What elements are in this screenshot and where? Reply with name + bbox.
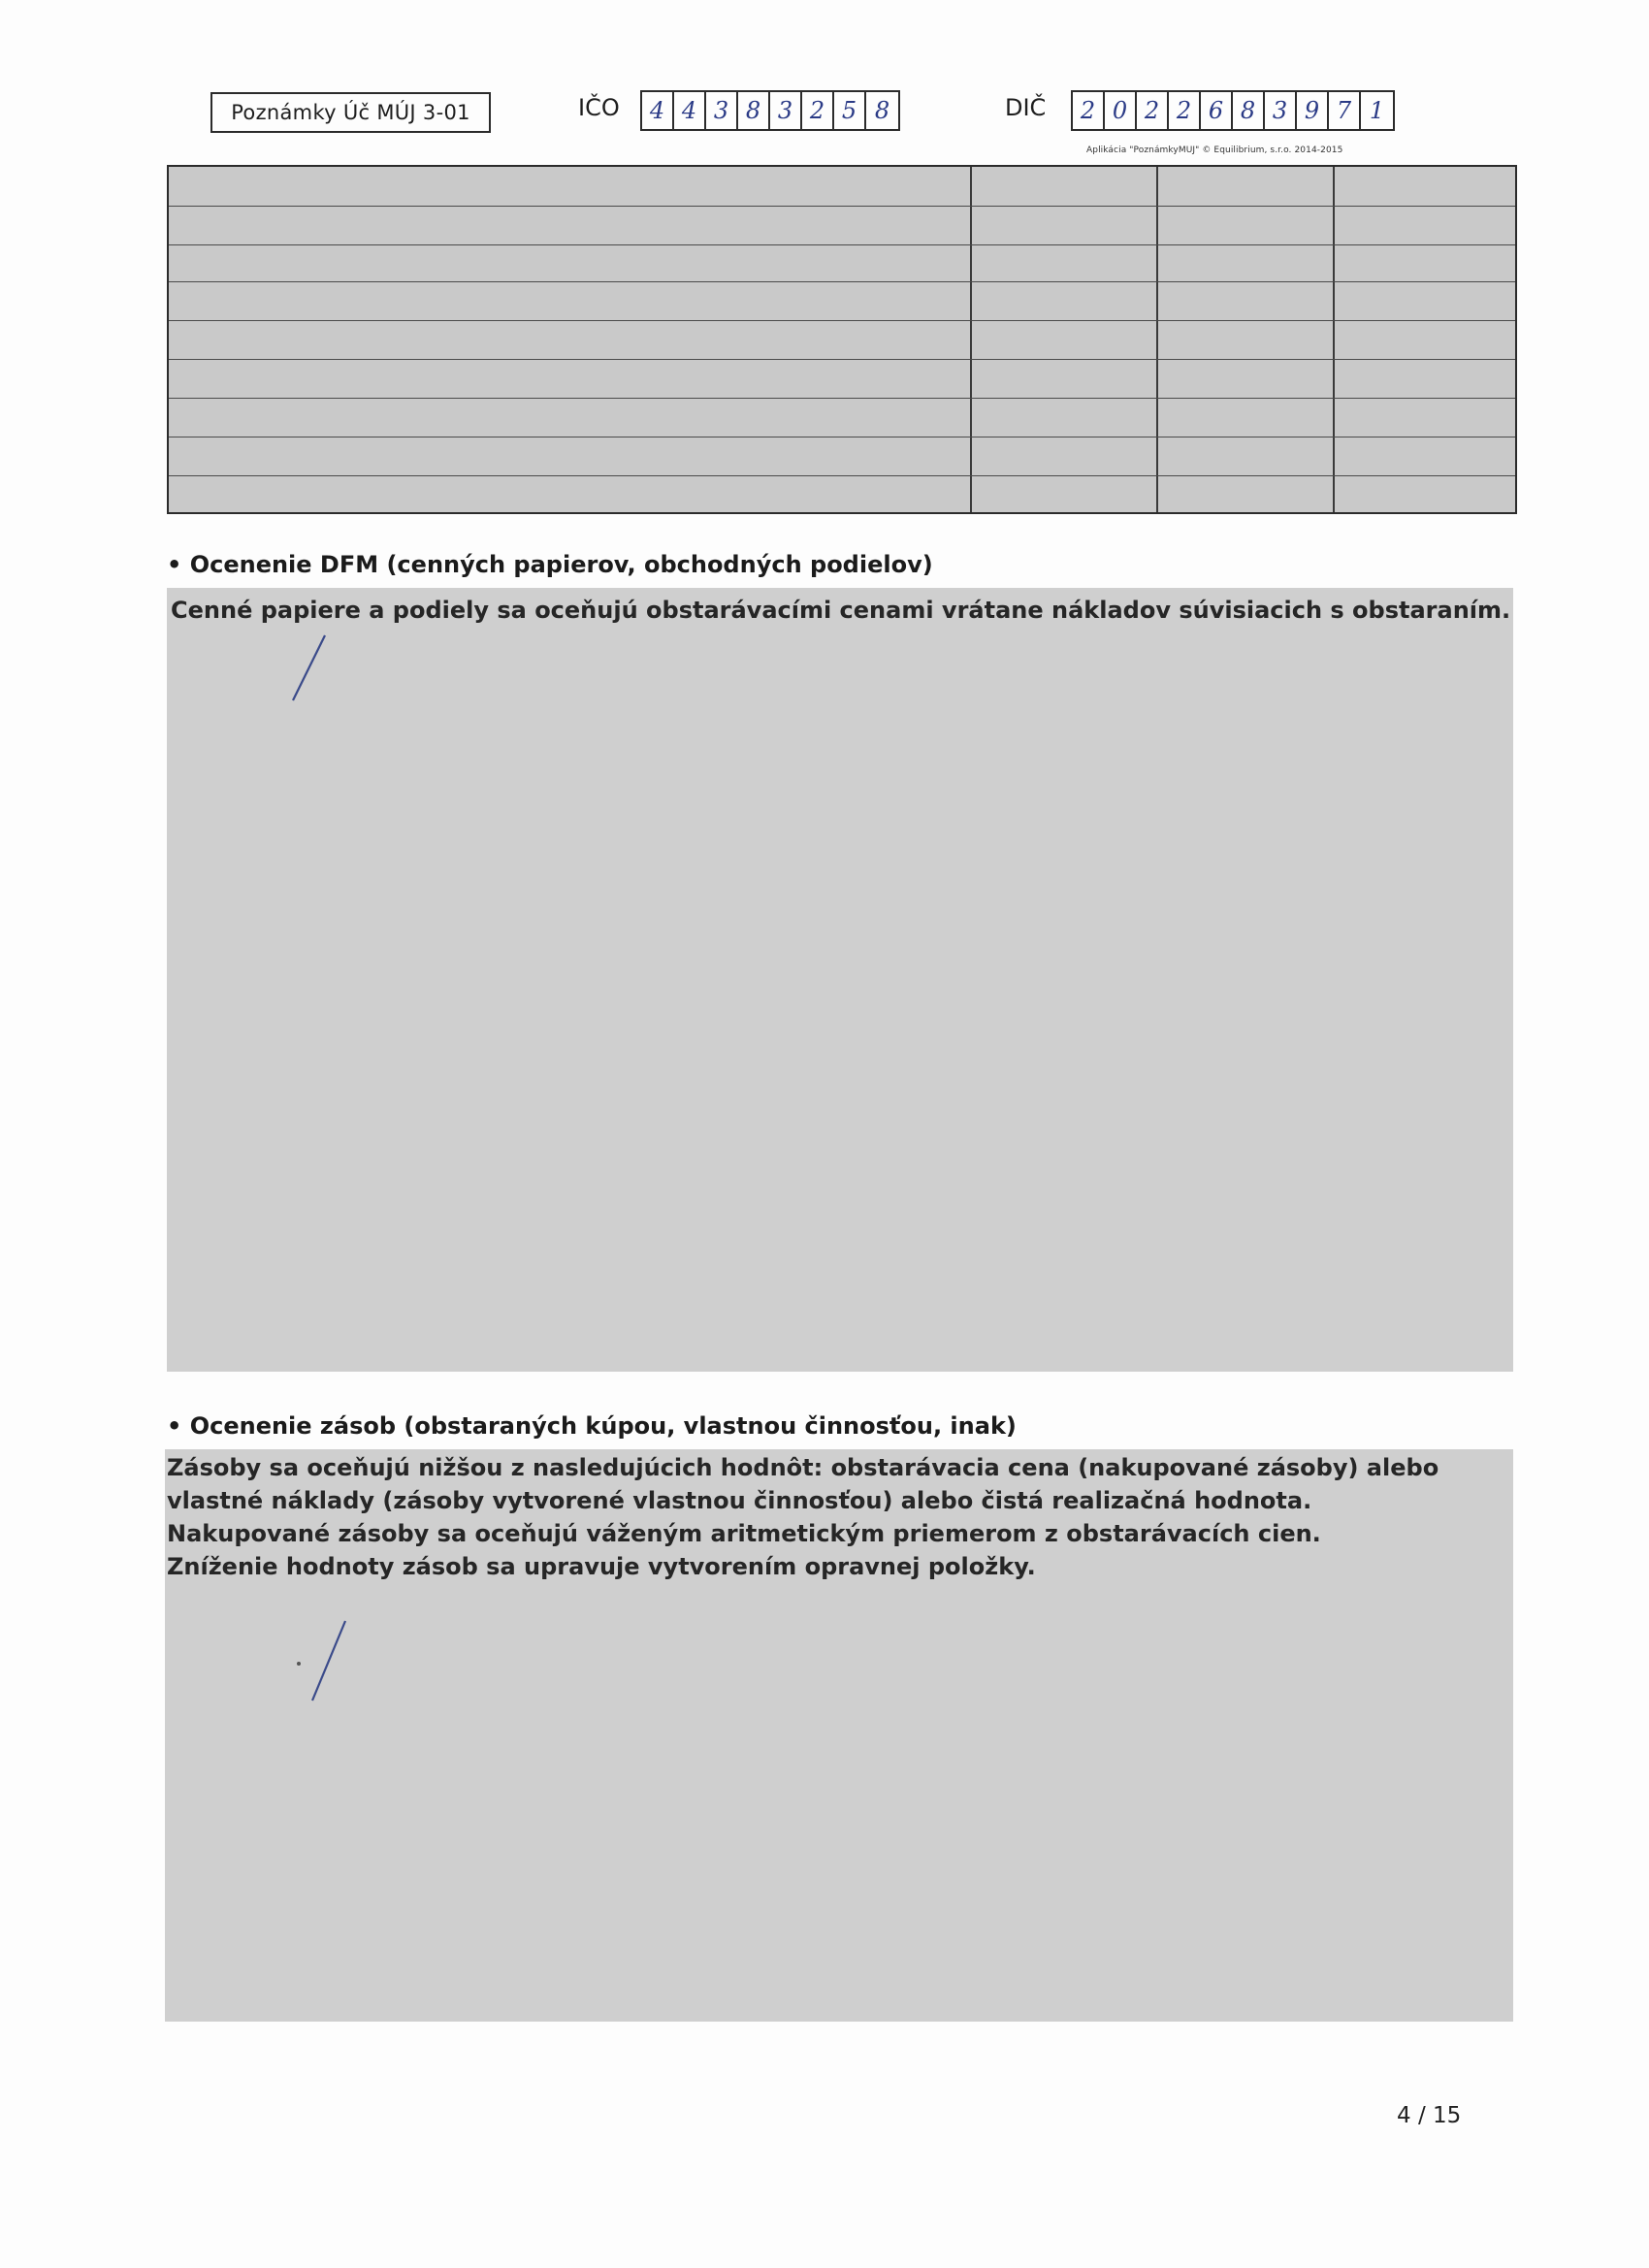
ico-digit: 3 (770, 92, 802, 129)
dic-digit: 0 (1105, 92, 1137, 129)
app-credit: Aplikácia "PoznámkyMUJ" © Equilibrium, s.r.o. 2014-2015 (1086, 146, 1343, 155)
handwritten-slash-mark (291, 1615, 359, 1707)
handwritten-slash-mark (281, 631, 340, 708)
ico-digit: 4 (642, 92, 674, 129)
page-number: 4 / 15 (1397, 2103, 1462, 2128)
dic-digit: 2 (1137, 92, 1169, 129)
table-column-divider (970, 167, 972, 512)
table-row (169, 206, 1515, 207)
section-body-dfm (167, 588, 1513, 1372)
dic-digit: 1 (1369, 97, 1385, 124)
ico-field (640, 90, 900, 131)
ico-digit: 5 (834, 92, 866, 129)
dic-digit: 2 (1169, 92, 1201, 129)
table-row (169, 475, 1515, 476)
form-label: Poznámky Úč MÚJ 3-01 (210, 92, 491, 133)
table-column-divider (1156, 167, 1158, 512)
ico-digit: 3 (706, 92, 738, 129)
section-text-line: Zníženie hodnoty zásob sa upravuje vytvorením opravnej položky. (167, 1553, 1036, 1580)
dic-field (1071, 90, 1395, 131)
table-row (169, 398, 1515, 399)
notes-table (167, 165, 1517, 514)
section-text-line: Nakupované zásoby sa oceňujú váženým aritmetickým priemerom z obstarávacích cien. (167, 1520, 1321, 1547)
ico-digit: 8 (738, 92, 770, 129)
dic-digit: 8 (1233, 92, 1265, 129)
table-row (169, 281, 1515, 282)
dic-digit: 2 (1073, 92, 1105, 129)
dic-digit: 9 (1297, 92, 1329, 129)
table-column-divider (1333, 167, 1335, 512)
ink-dot (297, 1662, 301, 1666)
ico-label: IČO (578, 94, 620, 121)
dic-digit: 7 (1329, 92, 1361, 129)
dic-digit: 3 (1265, 92, 1297, 129)
section-text-line: Cenné papiere a podiely sa oceňujú obstarávacími cenami vrátane nákladov súvisiacich s obstaraním. (171, 597, 1511, 624)
dic-digit: 6 (1201, 92, 1233, 129)
section-title-dfm: • Ocenenie DFM (cenných papierov, obchodných podielov) (167, 551, 933, 578)
ico-digit: 2 (802, 92, 834, 129)
ico-digit: 8 (874, 97, 890, 124)
table-row (169, 320, 1515, 321)
section-title-zasoby: • Ocenenie zásob (obstaraných kúpou, vlastnou činnosťou, inak) (167, 1412, 1017, 1440)
ico-digit: 4 (674, 92, 706, 129)
dic-label: DIČ (1005, 94, 1047, 121)
section-text-line: vlastné náklady (zásoby vytvorené vlastnou činnosťou) alebo čistá realizačná hodnota. (167, 1487, 1312, 1514)
table-row (169, 244, 1515, 245)
table-row (169, 359, 1515, 360)
section-text-line: Zásoby sa oceňujú nižšou z nasledujúcich hodnôt: obstarávacia cena (nakupované zásoby) alebo (167, 1454, 1439, 1481)
